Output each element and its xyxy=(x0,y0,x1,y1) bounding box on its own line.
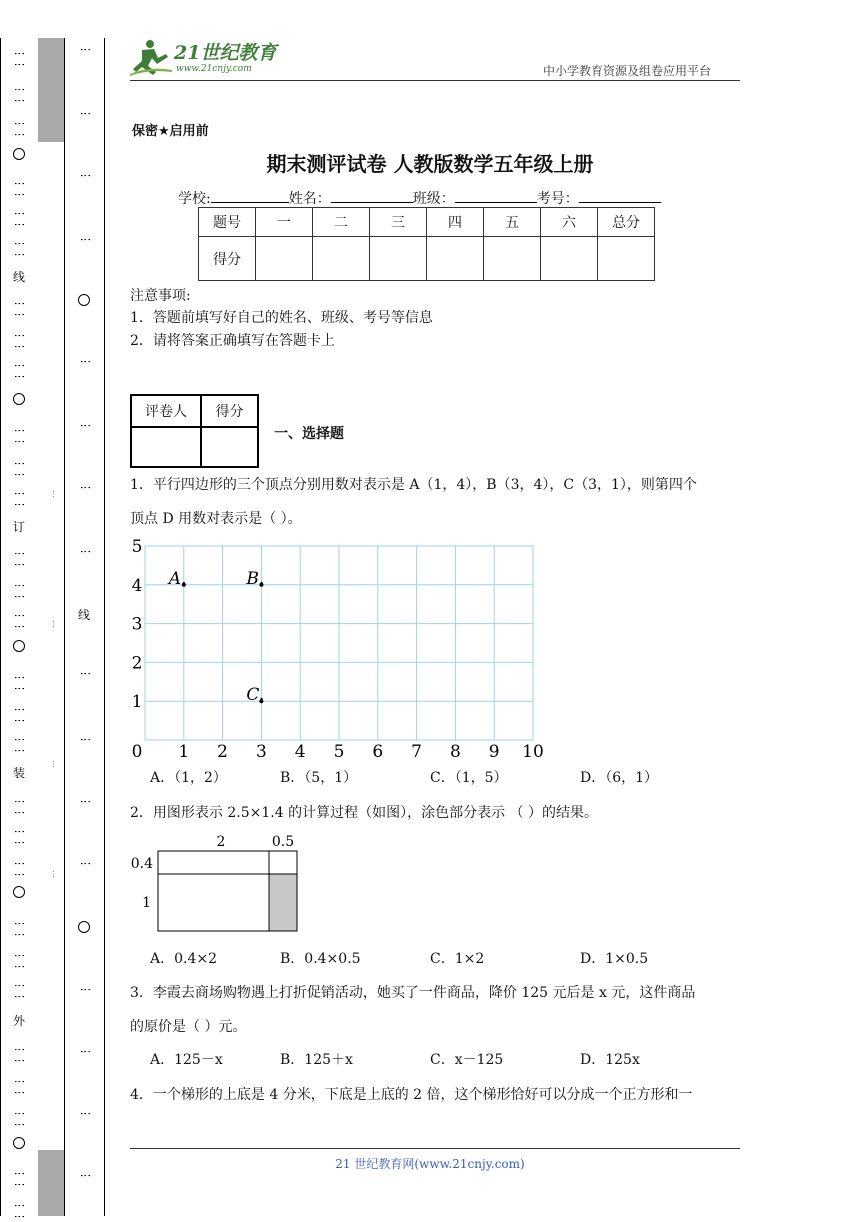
grader-header: 评卷人 xyxy=(131,395,201,427)
x-tick-label: 3 xyxy=(255,742,267,760)
point-label: B. xyxy=(246,568,265,589)
binding-dots: ⋯ xyxy=(49,870,58,878)
score-header: 一 xyxy=(256,208,313,237)
score-header: 三 xyxy=(370,208,427,237)
x-tick-label: 5 xyxy=(333,742,345,760)
y-tick-label: 2 xyxy=(131,653,143,674)
binding-dots: ⋮⋮ xyxy=(13,1108,26,1130)
binding-dots: ⋮ xyxy=(79,1046,92,1057)
binding-dots: ⋮ xyxy=(79,546,92,557)
exam-title: 期末测评试卷 人教版数学五年级上册 xyxy=(266,152,594,176)
score-table xyxy=(198,207,655,281)
note-item: 1．答题前填写好自己的姓名、班级、考号等信息 xyxy=(130,310,433,326)
binding-dots: ⋮ xyxy=(79,420,92,431)
binding-dots: ⋮⋮ xyxy=(13,298,26,320)
binding-dots: ⋮⋮ xyxy=(13,118,26,140)
binding-inner-strip xyxy=(64,38,105,1216)
binding-dots: ⋮⋮ xyxy=(13,488,26,510)
binding-dots: ⋮⋮ xyxy=(13,238,26,260)
binding-dots: ⋮ xyxy=(79,796,92,807)
binding-dots: ⋯ xyxy=(49,490,58,498)
x-tick-label: 10 xyxy=(522,742,544,760)
footer-text: 21 世纪教育网(www.21cnjy.com) xyxy=(335,1157,525,1171)
question-3-text: 3．李霞去商场购物遇上打折促销活动，她买了一件商品，降价 125 元后是 x 元，这件商品 xyxy=(130,985,696,1001)
class-field[interactable] xyxy=(455,188,537,203)
binding-dots: ⋯ xyxy=(49,620,58,628)
coordinate-grid-chart xyxy=(125,535,555,760)
binding-dots: ⋮⋮ xyxy=(13,178,26,200)
school-field[interactable] xyxy=(211,188,289,203)
binding-dots: ⋮ xyxy=(79,668,92,679)
binding-dots: ⋮⋮ xyxy=(13,1200,26,1222)
binding-circle-icon xyxy=(13,886,25,898)
binding-dots: ⋮⋮ xyxy=(13,208,26,230)
binding-dots: ⋮ xyxy=(79,356,92,367)
q3-option-a[interactable]: A．125－x xyxy=(150,1052,223,1068)
binding-dots: ⋮⋮ xyxy=(13,826,26,848)
binding-dots: ⋮ xyxy=(79,1170,92,1181)
x-tick-label: 9 xyxy=(488,742,500,760)
score-header: 二 xyxy=(313,208,370,237)
question-1-text: 1．平行四边形的三个顶点分别用数对表示是 A（1，4），B（3，4），C（3，1），则第四个 xyxy=(130,477,697,493)
binding-circle-icon xyxy=(78,921,90,933)
binding-dots: ⋮⋮ xyxy=(13,425,26,447)
binding-char: 线 xyxy=(13,270,26,284)
number-field[interactable] xyxy=(579,188,661,203)
x-tick-label: 1 xyxy=(178,742,190,760)
q3-option-d[interactable]: D．125x xyxy=(580,1052,640,1068)
q3-option-c[interactable]: C．x－125 xyxy=(430,1052,504,1068)
side-label: 0.4 xyxy=(130,856,153,872)
binding-dots: ⋮⋮ xyxy=(13,704,26,726)
binding-dots: ⋮⋮ xyxy=(13,980,26,1002)
grader-header: 得分 xyxy=(201,395,258,427)
score-cell[interactable] xyxy=(484,237,541,281)
binding-circle-icon xyxy=(78,294,90,306)
binding-dots: ⋯ xyxy=(49,760,58,768)
binding-circle-icon xyxy=(13,393,25,405)
binding-dots: ⋮⋮ xyxy=(13,84,26,106)
y-tick-label: 5 xyxy=(131,537,143,557)
logo-main-text: 21世纪教育 xyxy=(174,42,277,64)
top-label: 2 xyxy=(216,834,226,850)
q1-option-d[interactable]: D．（6，1） xyxy=(580,770,659,786)
x-tick-label: 8 xyxy=(449,742,461,760)
student-info-line xyxy=(178,188,661,208)
point-label: C. xyxy=(246,685,265,706)
logo-url-text: www.21cnjy.com xyxy=(176,64,252,74)
score-cell[interactable] xyxy=(313,237,370,281)
binding-char: 线 xyxy=(78,608,91,622)
binding-dots: ⋮⋮ xyxy=(13,918,26,940)
q1-option-c[interactable]: C．（1，5） xyxy=(430,770,508,786)
x-tick-label: 7 xyxy=(411,742,423,760)
number-label: 考号： xyxy=(536,191,579,207)
binding-dots: ⋮⋮ xyxy=(13,330,26,352)
binding-circle-icon xyxy=(13,640,25,652)
score-header: 总分 xyxy=(598,208,655,237)
binding-dots: ⋮⋮ xyxy=(13,734,26,756)
x-tick-label: 4 xyxy=(294,742,306,760)
note-item: 2．请将答案正确填写在答题卡上 xyxy=(130,333,335,349)
school-label: 学校: xyxy=(178,191,211,207)
binding-dots: ⋮⋮ xyxy=(13,610,26,632)
y-tick-label: 1 xyxy=(131,692,143,713)
score-cell[interactable] xyxy=(370,237,427,281)
question-3-text-cont: 的原价是（ ）元。 xyxy=(130,1019,247,1035)
q2-option-a[interactable]: A．0.4×2 xyxy=(150,951,218,967)
binding-gray-top xyxy=(38,38,64,142)
q1-option-b[interactable]: B．（5，1） xyxy=(280,770,358,786)
header-rule xyxy=(130,80,740,81)
name-label: 姓名： xyxy=(288,191,331,207)
platform-name: 中小学教育资源及组卷应用平台 xyxy=(543,64,712,78)
binding-dots: ⋮⋮ xyxy=(13,458,26,480)
x-tick-label: 6 xyxy=(372,742,384,760)
score-cell[interactable] xyxy=(427,237,484,281)
grader-cell[interactable] xyxy=(131,427,201,467)
binding-circle-icon xyxy=(13,1137,25,1149)
secret-label: 保密★启用前 xyxy=(132,124,209,139)
question-2-text: 2．用图形表示 2.5×1.4 的计算过程（如图），涂色部分表示 （ ）的结果。 xyxy=(130,805,598,821)
binding-dots: ⋮⋮ xyxy=(13,548,26,570)
binding-dots: ⋮ xyxy=(79,108,92,119)
grader-cell[interactable] xyxy=(201,427,258,467)
grader-table xyxy=(130,394,259,468)
logo xyxy=(128,36,288,80)
binding-char: 外 xyxy=(13,1014,26,1028)
binding-dots: ⋮⋮ xyxy=(13,672,26,694)
binding-dots: ⋮⋮ xyxy=(13,360,26,382)
score-header: 五 xyxy=(484,208,541,237)
shaded-region xyxy=(269,874,297,931)
q2-option-b[interactable]: B．0.4×0.5 xyxy=(280,951,361,967)
binding-dots: ⋮ xyxy=(79,170,92,181)
score-cell[interactable] xyxy=(598,237,655,281)
binding-char: 订 xyxy=(13,520,26,534)
binding-dots: ⋮ xyxy=(79,734,92,745)
score-cell[interactable] xyxy=(541,237,598,281)
area-model-figure xyxy=(125,830,305,935)
footer-rule xyxy=(130,1148,740,1149)
binding-dots: ⋮⋮ xyxy=(13,796,26,818)
x-tick-label: 2 xyxy=(217,742,229,760)
score-row-label: 得分 xyxy=(199,237,256,281)
binding-dots: ⋮ xyxy=(79,858,92,869)
question-1-text-cont: 顶点 D 用数对表示是（ ）。 xyxy=(130,511,302,527)
binding-dots: ⋮⋮ xyxy=(13,580,26,602)
question-4-text: 4．一个梯形的上底是 4 分米，下底是上底的 2 倍，这个梯形恰好可以分成一个正方形和一 xyxy=(130,1087,693,1103)
y-tick-label: 4 xyxy=(131,575,143,596)
score-cell[interactable] xyxy=(256,237,313,281)
top-label: 0.5 xyxy=(271,834,295,850)
section-title: 一、选择题 xyxy=(274,426,344,442)
binding-dots: ⋮⋮ xyxy=(13,48,26,70)
binding-dots: ⋮ xyxy=(79,1108,92,1119)
binding-dots: ⋮ xyxy=(79,44,92,55)
binding-dots: ⋮⋮ xyxy=(13,1076,26,1098)
name-field[interactable] xyxy=(331,188,413,203)
binding-dots: ⋮ xyxy=(79,984,92,995)
q3-option-b[interactable]: B．125＋x xyxy=(280,1052,353,1068)
score-header: 六 xyxy=(541,208,598,237)
binding-dots: ⋮⋮ xyxy=(13,1044,26,1066)
y-tick-label: 3 xyxy=(131,614,143,635)
binding-dots: ⋮⋮ xyxy=(13,858,26,880)
q2-option-d[interactable]: D．1×0.5 xyxy=(580,951,649,967)
class-label: 班级： xyxy=(412,191,455,207)
binding-dots: ⋮⋮ xyxy=(13,1168,26,1190)
binding-dots: ⋮ xyxy=(79,482,92,493)
q1-option-a[interactable]: A．（1，2） xyxy=(150,770,227,786)
score-header: 题号 xyxy=(199,208,256,237)
binding-dots: ⋮ xyxy=(79,234,92,245)
binding-dots: ⋮⋮ xyxy=(13,950,26,972)
side-label: 1 xyxy=(142,895,151,911)
notes-title: 注意事项: xyxy=(130,288,191,304)
q2-option-c[interactable]: C．1×2 xyxy=(430,951,485,967)
point-label: A. xyxy=(168,568,187,589)
binding-char: 装 xyxy=(13,766,26,780)
score-header: 四 xyxy=(427,208,484,237)
y-tick-label: 0 xyxy=(131,742,143,760)
